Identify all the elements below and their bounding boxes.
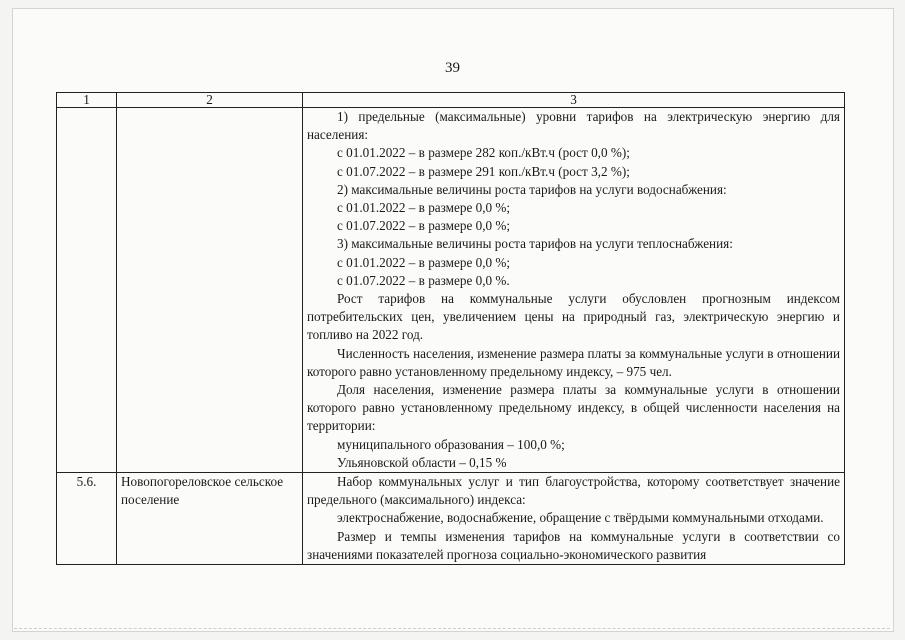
scan-edge — [14, 628, 890, 629]
paragraph: Набор коммунальных услуг и тип благоустройства, которому соответствует значение предельного (максимального) индекса: — [307, 474, 840, 508]
paragraph: с 01.01.2022 – в размере 0,0 %; — [337, 200, 511, 216]
table-header-row — [57, 93, 845, 108]
paragraph: электроснабжение, водоснабжение, обращение с твёрдыми коммунальными отходами. — [337, 510, 824, 526]
paragraph: Рост тарифов на коммунальные услуги обусловлен прогнозным индексом потребительских цен, увеличением цены на природный газ, электрическую энергию и топливо на 2022 год. — [307, 291, 840, 343]
paragraph: с 01.01.2022 – в размере 282 коп./кВт.ч (рост 0,0 %); — [337, 145, 630, 161]
paragraph: Размер и темпы изменения тарифов на коммунальные услуги в соответствии со значениями показателей прогноза социально-экономического развития — [307, 528, 840, 562]
settlement-name — [117, 108, 303, 473]
column-header-1: 1 — [57, 93, 117, 108]
settlement-name: Новопогореловское сельское поселение — [117, 473, 303, 565]
paragraph: с 01.01.2022 – в размере 0,0 %; — [337, 254, 511, 270]
row-text-block — [307, 473, 840, 564]
table-row — [57, 473, 845, 565]
paragraph: Численность населения, изменение размера платы за коммунальные услуги в отношении которого равно установленному предельному индексу, – 975 чел. — [307, 345, 840, 379]
row-number: 5.6. — [57, 473, 117, 565]
row-text-block — [307, 108, 840, 472]
paragraph: Доля населения, изменение размера платы за коммунальные услуги в отношении которого равно установленному предельному индексу, в общей численности населения на территории: — [307, 382, 840, 434]
tariff-table — [56, 92, 845, 565]
paragraph: с 01.07.2022 – в размере 291 коп./кВт.ч (рост 3,2 %); — [337, 163, 630, 179]
paragraph: 3) максимальные величины роста тарифов на услуги теплоснабжения: — [337, 236, 733, 252]
column-header-3: 3 — [303, 93, 845, 108]
paragraph: с 01.07.2022 – в размере 0,0 %. — [337, 272, 510, 288]
paragraph: Ульяновской области – 0,15 % — [337, 454, 507, 470]
paragraph: 1) предельные (максимальные) уровни тарифов на электрическую энергию для населения: — [307, 109, 840, 143]
paragraph: муниципального образования – 100,0 %; — [337, 436, 565, 452]
column-header-2: 2 — [117, 93, 303, 108]
paragraph: 2) максимальные величины роста тарифов на услуги водоснабжения: — [337, 181, 727, 197]
table-row — [57, 108, 845, 473]
row-description — [303, 108, 845, 473]
page-number: 39 — [445, 60, 460, 76]
row-number — [57, 108, 117, 473]
row-description — [303, 473, 845, 565]
paragraph: с 01.07.2022 – в размере 0,0 %; — [337, 218, 511, 234]
